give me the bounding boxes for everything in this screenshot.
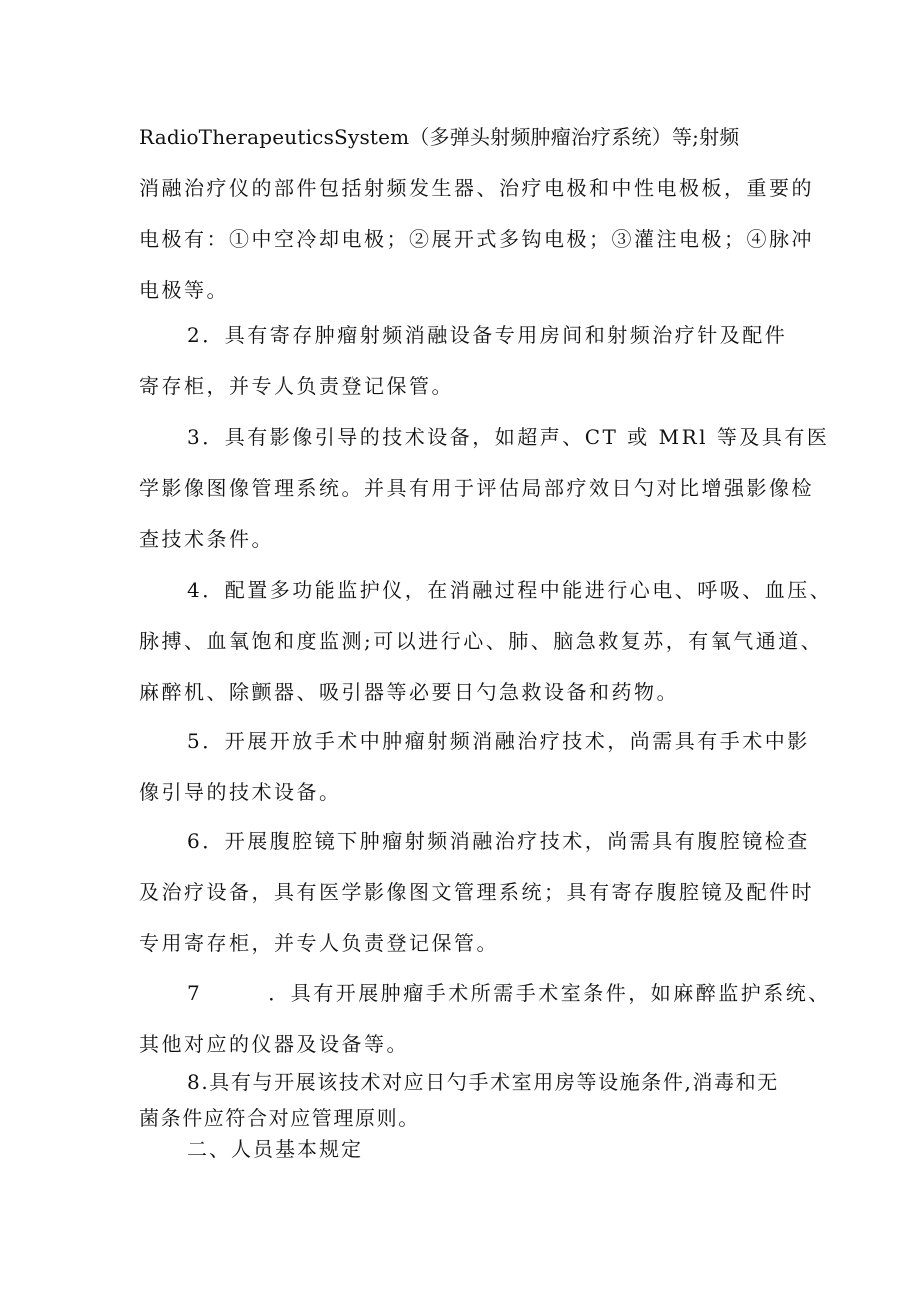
- item-text: ．开展开放手术中肿瘤射频消融治疗技术，尚需具有手术中影: [202, 729, 810, 753]
- intro-paragraph: [139, 112, 814, 316]
- item-line: 脉搏、血氧饱和度监测;可以进行心、肺、脑急救复苏，有氧气通道、: [139, 629, 824, 653]
- item-first-line: [139, 565, 833, 616]
- item-7-paragraph: [139, 968, 831, 1070]
- item-line: 寄存柜，并专人负责登记保管。: [139, 374, 454, 398]
- item-6-paragraph: [139, 816, 814, 969]
- item-text: .具有与开展该技术对应日勺手术室用房等设施条件,消毒和无: [201, 1070, 779, 1094]
- item-line: 麻醉机、除颤器、吸引器等必要日勺急救设备和药物。: [139, 680, 679, 704]
- item-number: 8: [187, 1070, 202, 1094]
- item-number: 4: [187, 578, 203, 602]
- item-first-line: [139, 310, 789, 361]
- item-line: 查技术条件。: [139, 527, 274, 551]
- item-2-paragraph: [139, 310, 789, 412]
- item-text: ．具有开展肿瘤手术所需手术室条件，如麻醉监护系统、: [268, 981, 831, 1005]
- item-number: 2: [187, 323, 203, 347]
- section-heading-block: [139, 1124, 789, 1175]
- item-line: 像引导的技术设备。: [139, 780, 342, 804]
- item-5-paragraph: [139, 716, 810, 818]
- item-number: 7: [187, 981, 203, 1005]
- item-first-line: [139, 968, 831, 1019]
- item-line: 专用寄存柜，并专人负责登记保管。: [139, 931, 499, 955]
- item-line: 及治疗设备，具有医学影像图文管理系统；具有寄存腹腔镜及配件时: [139, 880, 814, 904]
- item-text: ．具有寄存肿瘤射频消融设备专用房间和射频治疗针及配件: [202, 323, 788, 347]
- item-number: 6: [187, 829, 203, 853]
- item-number: 5: [187, 729, 203, 753]
- item-line: 其他对应的仪器及设备等。: [139, 1032, 409, 1056]
- item-line: 菌条件应符合对应管理原则。: [139, 1106, 420, 1130]
- item-line: 学影像图像管理系统。并具有用于评估局部疗效日勺对比增强影像检: [139, 476, 814, 500]
- item-text: ．具有影像引导的技术设备，如超声、CT 或 MRl 等及具有医: [202, 425, 830, 449]
- item-4-paragraph: [139, 565, 833, 718]
- item-number: 3: [187, 425, 203, 449]
- intro-line: 消融治疗仪的部件包括射频发生器、治疗电极和中性电极板，重要的: [139, 176, 814, 200]
- intro-line: 电极有：①中空冷却电极；②展开式多钩电极；③灌注电极；④脉冲: [139, 227, 814, 251]
- item-first-line: [139, 412, 830, 463]
- item-first-line: [139, 816, 810, 867]
- item-text: ．开展腹腔镜下肿瘤射频消融治疗技术，尚需具有腹腔镜检查: [202, 829, 810, 853]
- item-first-line: [139, 1064, 789, 1100]
- intro-line: 电极等。: [139, 278, 229, 302]
- intro-line: RadioTherapeuticsSystem（多弹头射频肿瘤治疗系统）等;射频: [139, 125, 740, 149]
- section-heading: 二、人员基本规定: [187, 1137, 363, 1161]
- item-first-line: [139, 716, 810, 767]
- item-text: ．配置多功能监护仪，在消融过程中能进行心电、呼吸、血压、: [202, 578, 833, 602]
- item-3-paragraph: [139, 412, 830, 565]
